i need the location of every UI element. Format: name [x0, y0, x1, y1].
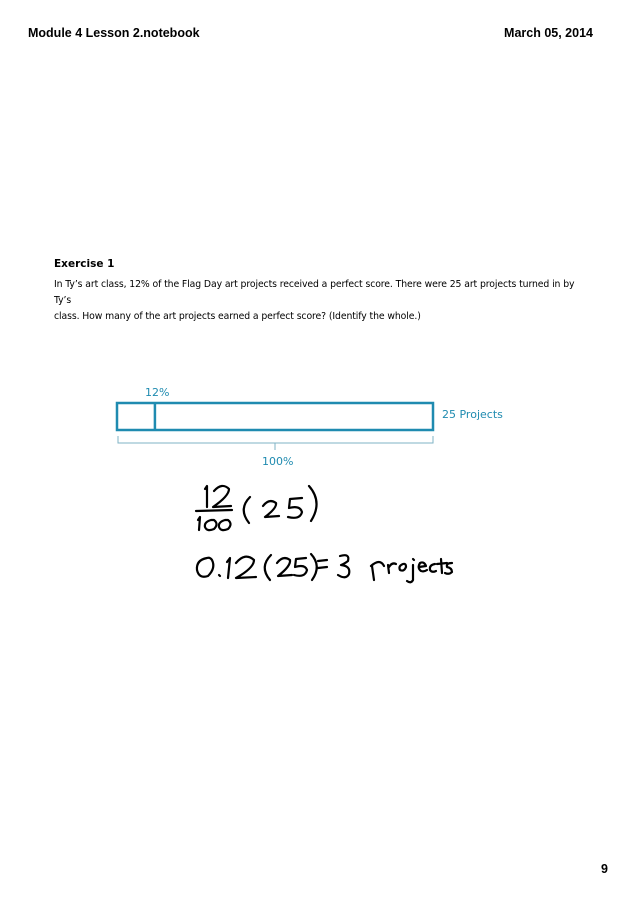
- handwritten-decimal-work: [197, 554, 452, 582]
- exercise-question-line-1: In Ty’s art class, 12% of the Flag Day art projects received a perfect score. There were 25 art projects turned in by Ty’s: [54, 279, 575, 306]
- tape-whole-bar: [117, 403, 433, 430]
- exercise-title: Exercise 1: [54, 258, 115, 270]
- tape-total-label: 100%: [262, 455, 294, 468]
- handwritten-fraction-work: [196, 486, 317, 530]
- page-number: 9: [601, 862, 608, 876]
- tape-part-label: 12%: [145, 386, 170, 399]
- document-title: Module 4 Lesson 2.notebook: [28, 26, 200, 40]
- tape-whole-label: 25 Projects: [442, 408, 503, 421]
- exercise-question-line-2: class. How many of the art projects earned a perfect score? (Identify the whole.): [54, 311, 421, 322]
- tape-bracket: [118, 436, 433, 450]
- document-date: March 05, 2014: [504, 26, 593, 40]
